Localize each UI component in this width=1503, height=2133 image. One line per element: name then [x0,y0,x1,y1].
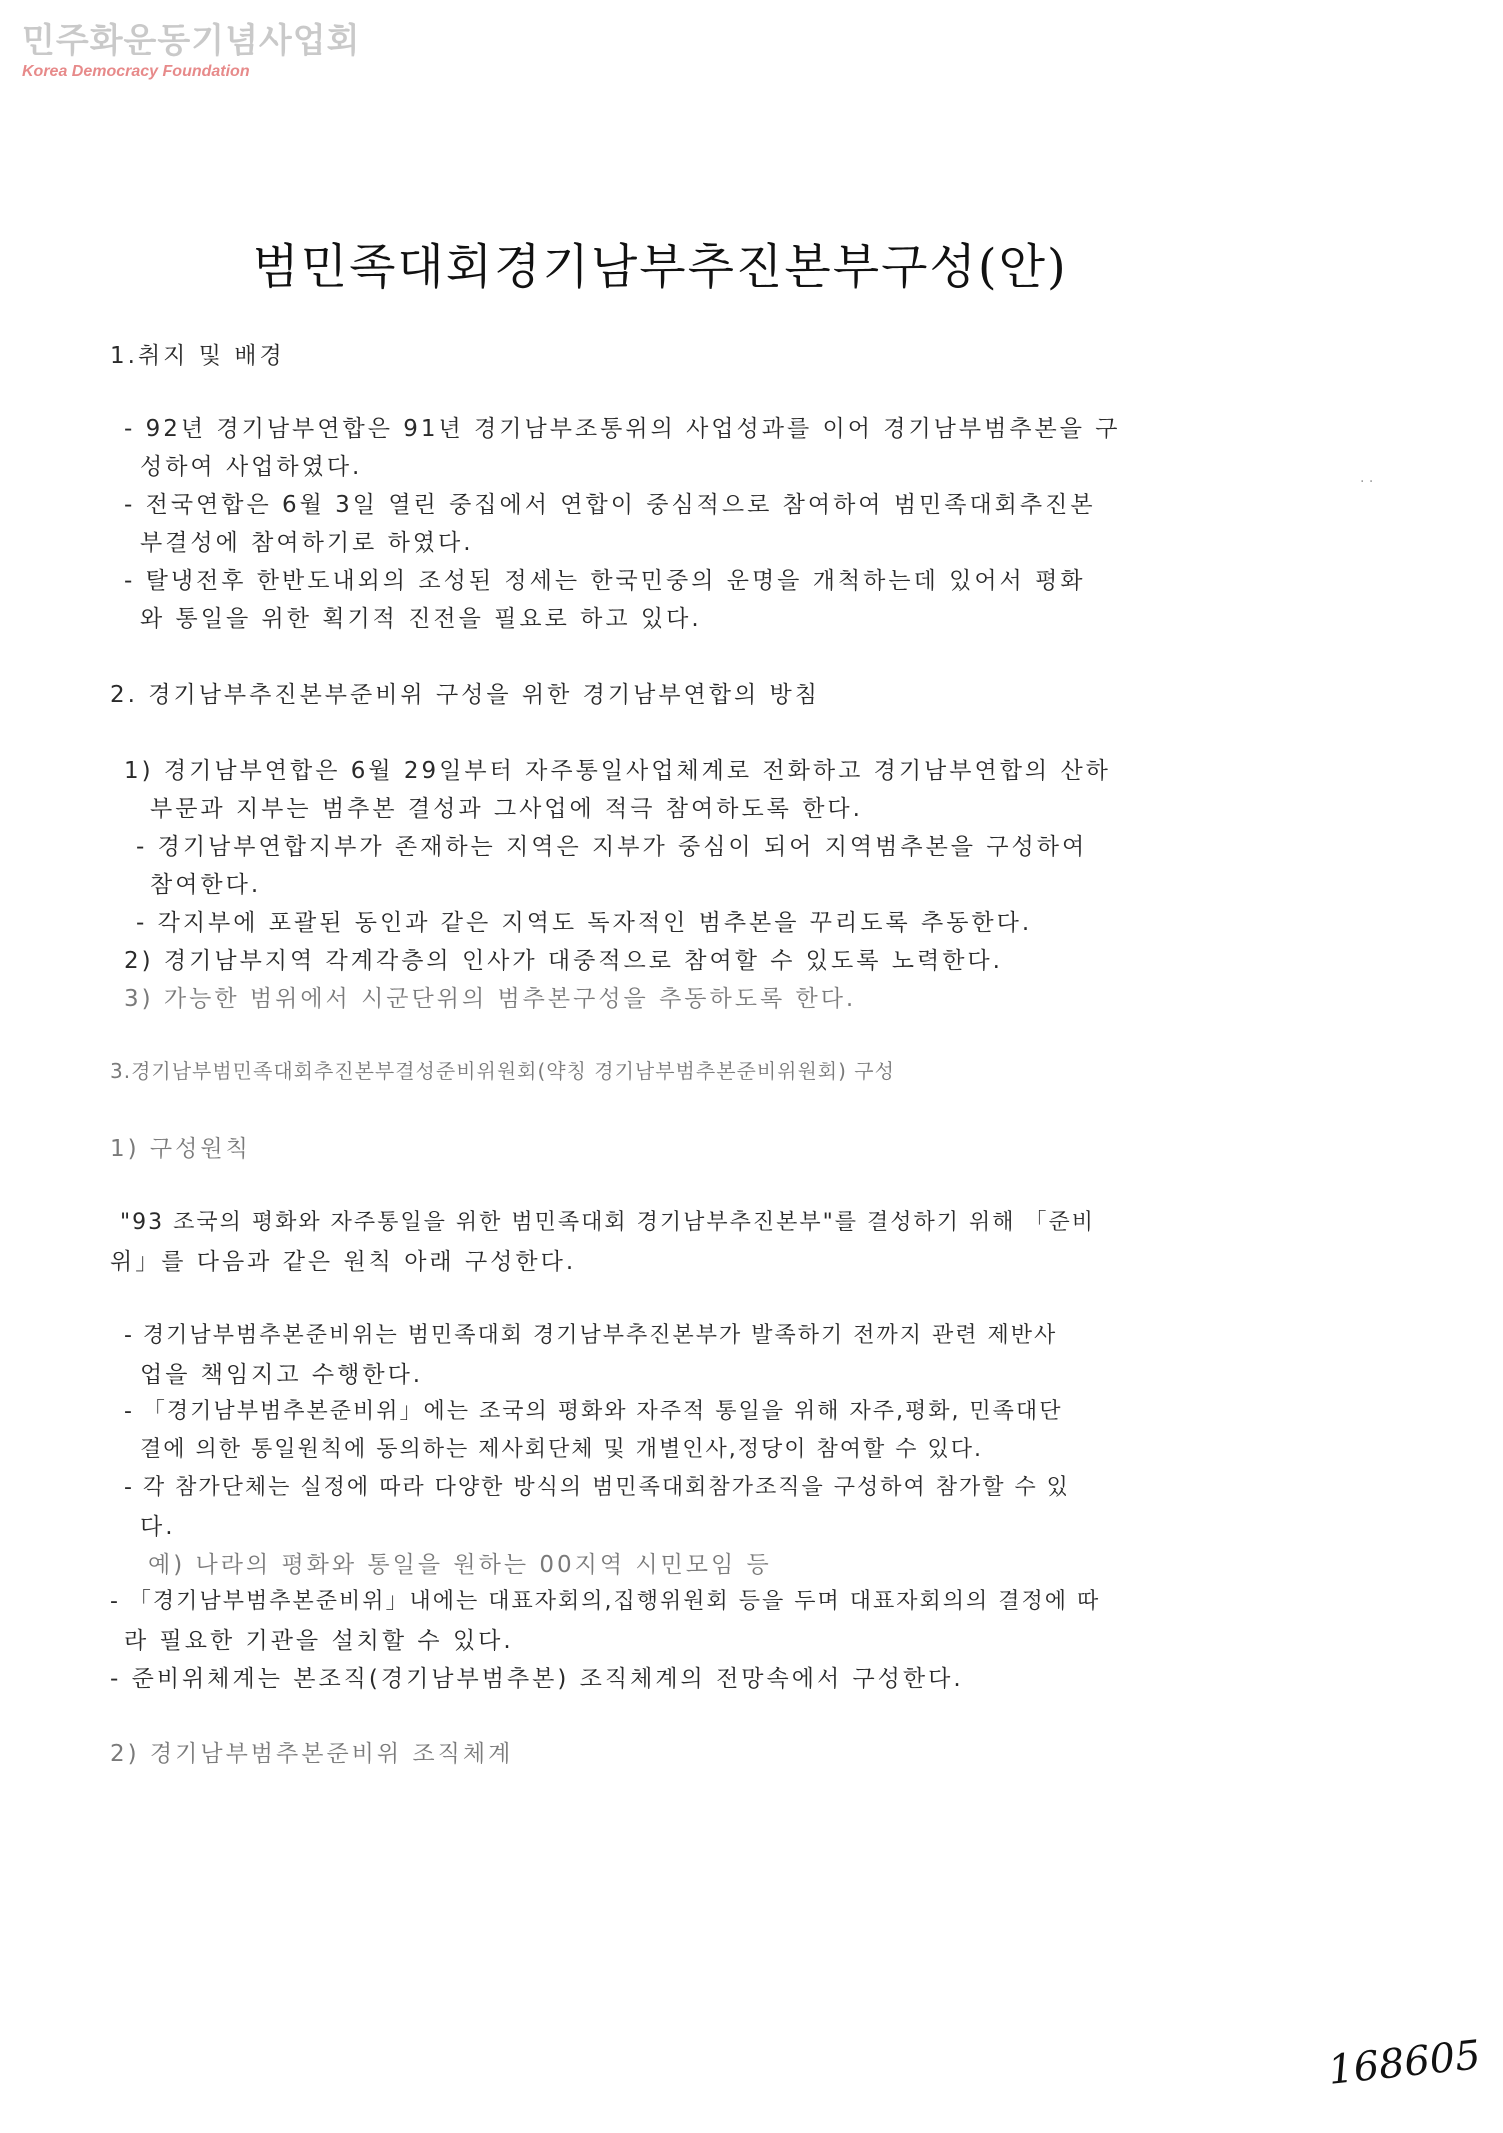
body-line: - 92년 경기남부연합은 91년 경기남부조통위의 사업성과를 이어 경기남부범추본을 구 [124,416,1121,442]
heading-3: 3.경기남부범민족대회추진본부결성준비위원회(약칭 경기남부범추본준비위원회) 구성 [110,1059,895,1083]
body-line: 참여한다. [150,872,262,898]
subheading: 2) 경기남부범추본준비위 조직체계 [110,1741,514,1767]
heading-1: 1.취지 및 배경 [110,343,285,369]
body-line: 다. [140,1514,176,1540]
body-line: - 준비위체계는 본조직(경기남부범추본) 조직체계의 전망속에서 구성한다. [110,1666,964,1692]
body-line: 라 필요한 기관을 설치할 수 있다. [124,1628,514,1654]
body-line: 업을 책임지고 수행한다. [140,1362,424,1388]
body-line: - 각지부에 포괄된 동인과 같은 지역도 독자적인 범추본을 꾸리도록 추동한다. [136,910,1033,936]
body-line: 3) 가능한 범위에서 시군단위의 범추본구성을 추동하도록 한다. [124,986,857,1012]
logo-english: Korea Democracy Foundation [22,63,250,80]
body-line: 위」를 다음과 같은 원칙 아래 구성한다. [110,1249,577,1275]
foundation-logo [22,22,360,82]
body-line: "93 조국의 평화와 자주통일을 위한 범민족대회 경기남부추진본부"를 결성하기 위해 「준비 [120,1210,1095,1235]
body-line: - 탈냉전후 한반도내외의 조성된 정세는 한국민중의 운명을 개척하는데 있어서 평화 [124,568,1086,594]
logo-korean: 민주화운동기념사업회 [22,21,361,61]
body-line: 결에 의한 통일원칙에 동의하는 제사회단체 및 개별인사,정당이 참여할 수 있다. [140,1437,983,1462]
body-line: 1) 경기남부연합은 6월 29일부터 자주통일사업체계로 전화하고 경기남부연합의 산하 [124,758,1111,784]
body-line: 와 통일을 위한 획기적 진전을 필요로 하고 있다. [140,606,702,632]
body-line: - 전국연합은 6월 3일 열린 중집에서 연합이 중심적으로 참여하여 범민족대회추진본 [124,492,1096,518]
body-line: - 경기남부연합지부가 존재하는 지역은 지부가 중심이 되어 지역범추본을 구성하여 [136,834,1088,860]
body-line: - 각 참가단체는 실정에 따라 다양한 방식의 범민족대회참가조직을 구성하여 참가할 수 있 [124,1475,1070,1500]
body-line: 예) 나라의 평화와 통일을 원하는 00지역 시민모임 등 [148,1552,772,1578]
subheading: 1) 구성원칙 [110,1136,251,1162]
document-title: 범민족대회경기남부추진본부구성(안) [252,239,1068,295]
body-line: - 경기남부범추본준비위는 범민족대회 경기남부추진본부가 발족하기 전까지 관련 제반사 [124,1323,1058,1348]
body-line: 부문과 지부는 범추본 결성과 그사업에 적극 참여하도록 한다. [150,796,863,822]
body-line: - 「경기남부범추본준비위」내에는 대표자회의,집행위원회 등을 두며 대표자회의의 결정에 따 [110,1589,1101,1614]
body-line: - 「경기남부범추본준비위」에는 조국의 평화와 자주적 통일을 위해 자주,평화, 민족대단 [124,1399,1063,1424]
scan-marks: . . [1360,470,1374,486]
body-line: 2) 경기남부지역 각계각층의 인사가 대중적으로 참여할 수 있도록 노력한다. [124,948,1003,974]
body-line: 성하여 사업하였다. [140,454,363,480]
heading-2: 2. 경기남부추진본부준비위 구성을 위한 경기남부연합의 방침 [110,682,820,708]
body-line: 부결성에 참여하기로 하였다. [140,530,474,556]
page-number-stamp: 168605 [1326,2032,1483,2094]
